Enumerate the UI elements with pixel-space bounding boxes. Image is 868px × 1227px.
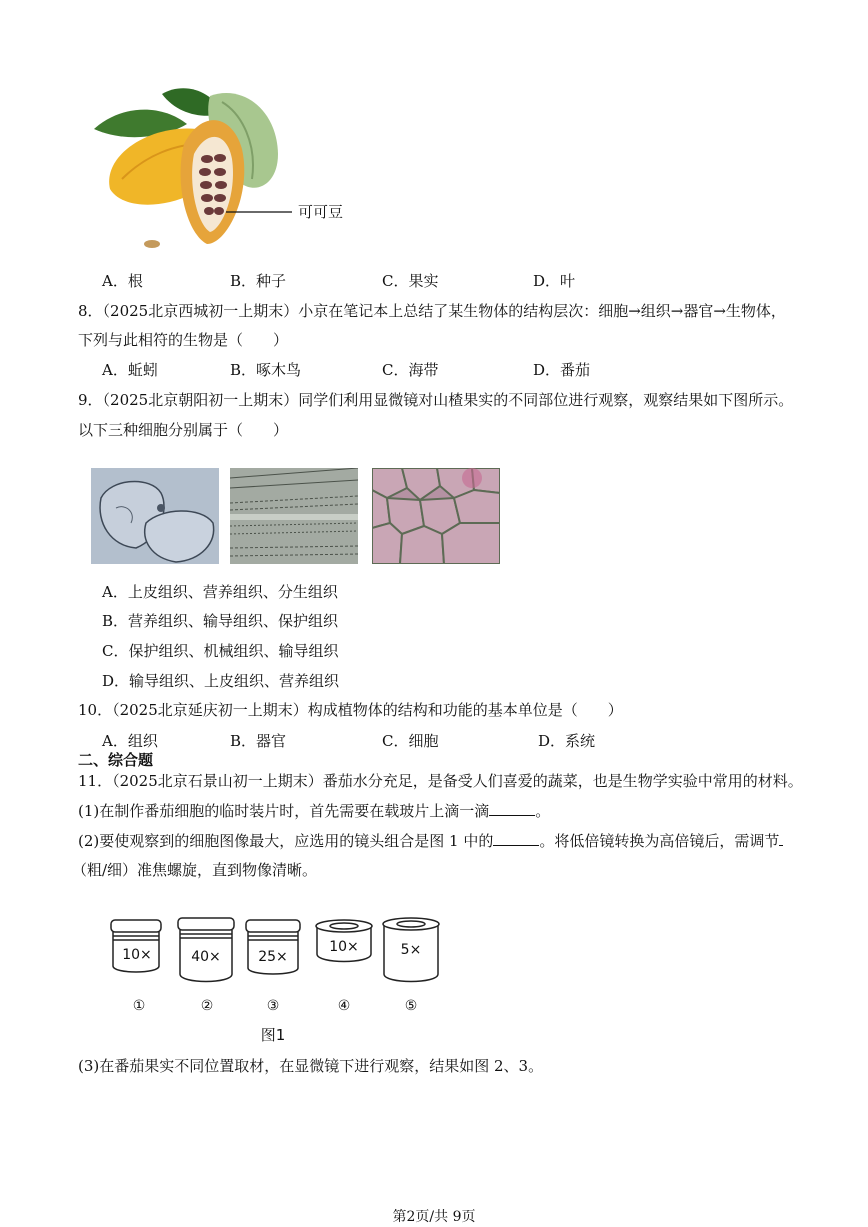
q8-stem-line2: 下列与此相符的生物是（ ）	[78, 331, 289, 349]
q10-option-c[interactable]: C．细胞	[382, 732, 439, 750]
q9-option-b[interactable]: B．营养组织、输导组织、保护组织	[102, 612, 339, 630]
page-number: 第2页/共 9页	[392, 1209, 476, 1225]
epidermis-cells-image	[91, 468, 219, 564]
answer-blank-2[interactable]	[493, 832, 539, 846]
lens-label-1: 10×	[122, 947, 152, 963]
q8-option-c[interactable]: C．海带	[382, 361, 439, 379]
q11-part2-text: (2)要使观察到的细胞图像最大，应选用的镜头组合是图 1 中的	[78, 832, 494, 850]
figure-1	[105, 912, 445, 1042]
micrograph-2	[230, 468, 358, 564]
micrograph-3	[372, 468, 500, 564]
micrograph-1	[91, 468, 219, 564]
lens-label-3: 25×	[258, 949, 288, 965]
q10-option-a[interactable]: A．组织	[102, 732, 158, 750]
q7-option-a[interactable]: A．根	[102, 272, 143, 290]
cacao-pod-illustration	[92, 84, 292, 254]
q9-stem-line2: 以下三种细胞分别属于（ ）	[78, 421, 289, 439]
q10-stem: 10．（2025北京延庆初一上期末）构成植物体的结构和功能的基本单位是（ ）	[78, 701, 623, 719]
q8-option-a[interactable]: A．蚯蚓	[102, 361, 158, 379]
q9-stem-line1: 9．（2025北京朝阳初一上期末）同学们利用显微镜对山楂果实的不同部位进行观察，观察结果如下图所示。	[78, 391, 794, 409]
q8-stem-line1: 8．（2025北京西城初一上期末）小京在笔记本上总结了某生物体的结构层次：细胞→组织→器官→生物体，	[78, 302, 786, 320]
lens-label-2: 40×	[191, 949, 221, 965]
lens-number-2: ②	[200, 998, 214, 1014]
cacao-bean-label: 可可豆	[298, 203, 344, 221]
answer-blank-3[interactable]	[779, 831, 783, 846]
q8-option-d[interactable]: D．番茄	[533, 361, 591, 379]
cacao-figure	[92, 84, 292, 254]
lens-number-4: ④	[337, 998, 351, 1014]
q8-option-b[interactable]: B．啄木鸟	[230, 361, 302, 379]
lens-number-1: ①	[132, 998, 146, 1014]
q11-part2	[78, 831, 783, 851]
q11-stem: 11．（2025北京石景山初一上期末）番茄水分充足，是备受人们喜爱的蔬菜，也是生物学实验中常用的材料。	[78, 772, 803, 790]
lens-number-3: ③	[266, 998, 280, 1014]
q11-part2-text-b: 。将低倍镜转换为高倍镜后，需调节	[539, 832, 780, 850]
q11-part3: (3)在番茄果实不同位置取材，在显微镜下进行观察，结果如图 2、3。	[78, 1057, 544, 1075]
q9-option-a[interactable]: A．上皮组织、营养组织、分生组织	[102, 583, 338, 601]
q11-part2-line2: （粗/细）准焦螺旋，直到物像清晰。	[72, 861, 318, 879]
q7-option-d[interactable]: D．叶	[533, 272, 576, 290]
lens-label-5: 5×	[400, 942, 422, 958]
figure-1-caption: 图1	[260, 1026, 286, 1044]
lens-number-5: ⑤	[404, 998, 418, 1014]
section-heading: 二、综合题	[78, 751, 154, 769]
parenchyma-cells-image	[372, 468, 500, 564]
q7-option-b[interactable]: B．种子	[230, 272, 287, 290]
q11-part1-end: 。	[535, 802, 551, 820]
answer-blank-1[interactable]	[489, 802, 535, 816]
q7-option-c[interactable]: C．果实	[382, 272, 439, 290]
q11-part1	[78, 801, 550, 821]
q9-option-c[interactable]: C．保护组织、机械组织、输导组织	[102, 642, 339, 660]
q9-option-d[interactable]: D．输导组织、上皮组织、营养组织	[102, 672, 340, 690]
q11-part1-text: (1)在制作番茄细胞的临时装片时，首先需要在载玻片上滴一滴	[78, 802, 490, 820]
lens-label-4: 10×	[329, 939, 359, 955]
q10-option-d[interactable]: D．系统	[538, 732, 596, 750]
q10-option-b[interactable]: B．器官	[230, 732, 287, 750]
vessel-cells-image	[230, 468, 358, 564]
